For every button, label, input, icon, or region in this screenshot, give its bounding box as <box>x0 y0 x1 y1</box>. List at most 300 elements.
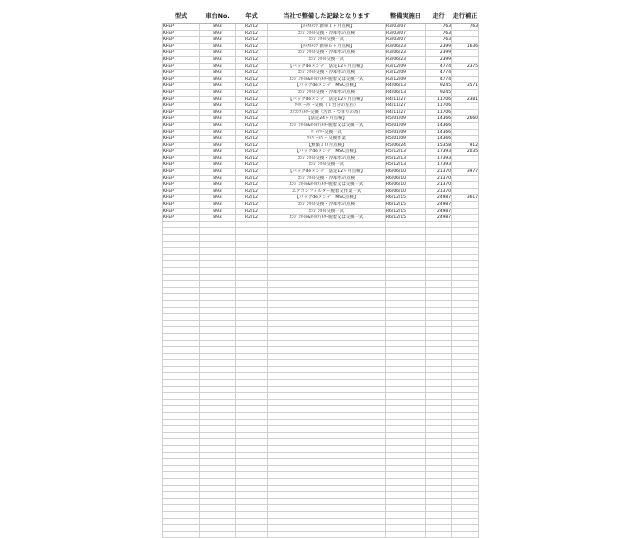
cell-model <box>163 413 200 420</box>
cell-mileage <box>426 505 452 512</box>
empty-row <box>163 419 479 426</box>
cell-chassis-no <box>200 261 236 268</box>
cell-mileage <box>426 300 452 307</box>
cell-year <box>236 426 268 433</box>
cell-mileage <box>426 459 452 466</box>
cell-mileage <box>426 452 452 459</box>
cell-description <box>268 518 386 525</box>
cell-year: R2/12 <box>236 202 268 209</box>
cell-model <box>163 347 200 354</box>
cell-mileage <box>426 347 452 354</box>
cell-year <box>236 294 268 301</box>
cell-mileage: 763 <box>426 37 452 44</box>
table-row <box>163 56 479 63</box>
table-row <box>163 182 479 189</box>
cell-mileage-delta <box>452 452 479 459</box>
cell-year: R2/12 <box>236 109 268 116</box>
cell-mileage-delta <box>452 215 479 222</box>
cell-service-date: R6/06/10 <box>386 182 426 189</box>
cell-chassis-no: 893 <box>200 149 236 156</box>
cell-chassis-no: 893 <box>200 50 236 57</box>
empty-row <box>163 406 479 413</box>
cell-model <box>163 511 200 518</box>
cell-mileage: 11706 <box>426 103 452 110</box>
cell-service-date <box>386 498 426 505</box>
cell-model: KFEP <box>163 103 200 110</box>
cell-description <box>268 380 386 387</box>
cell-service-date: R5/12/13 <box>386 155 426 162</box>
cell-service-date <box>386 340 426 347</box>
cell-year: R2/12 <box>236 122 268 129</box>
cell-description <box>268 267 386 274</box>
cell-year <box>236 465 268 472</box>
cell-service-date: R3/12/09 <box>386 63 426 70</box>
cell-chassis-no: 893 <box>200 129 236 136</box>
cell-description: ｴﾝｼﾞﾝｵｲﾙ交換一式 <box>268 208 386 215</box>
header-row <box>163 10 479 24</box>
cell-service-date <box>386 373 426 380</box>
cell-chassis-no <box>200 353 236 360</box>
table-row <box>163 43 479 50</box>
empty-row <box>163 300 479 307</box>
cell-description <box>268 327 386 334</box>
cell-year: R2/12 <box>236 76 268 83</box>
cell-mileage <box>426 248 452 255</box>
cell-mileage-delta <box>452 511 479 518</box>
cell-model <box>163 235 200 242</box>
cell-mileage-delta <box>452 406 479 413</box>
cell-mileage-delta <box>452 459 479 466</box>
cell-description <box>268 294 386 301</box>
cell-model: KFEP <box>163 24 200 31</box>
cell-model: KFEP <box>163 122 200 129</box>
cell-model <box>163 360 200 367</box>
cell-description <box>268 465 386 472</box>
cell-model: KFEP <box>163 56 200 63</box>
cell-year <box>236 340 268 347</box>
table-row <box>163 215 479 222</box>
cell-chassis-no <box>200 373 236 380</box>
cell-mileage: 21370 <box>426 182 452 189</box>
cell-mileage <box>426 360 452 367</box>
cell-service-date: R4/06/13 <box>386 83 426 90</box>
cell-mileage-delta: 3617 <box>452 195 479 202</box>
empty-row <box>163 380 479 387</box>
cell-year <box>236 432 268 439</box>
cell-description: ｴﾝｼﾞﾝｵｲﾙ交換・冷却水の点検 <box>268 89 386 96</box>
cell-chassis-no: 893 <box>200 76 236 83</box>
cell-description: ｴﾝｼﾞﾝｵｲﾙ交換・冷却水の点検 <box>268 70 386 77</box>
cell-mileage <box>426 531 452 538</box>
table-row <box>163 96 479 103</box>
cell-year <box>236 386 268 393</box>
cell-year <box>236 320 268 327</box>
cell-mileage-delta <box>452 366 479 373</box>
cell-chassis-no <box>200 307 236 314</box>
cell-mileage <box>426 274 452 281</box>
cell-chassis-no <box>200 228 236 235</box>
empty-row <box>163 465 479 472</box>
cell-mileage <box>426 525 452 532</box>
table-row <box>163 169 479 176</box>
cell-service-date <box>386 472 426 479</box>
empty-row <box>163 241 479 248</box>
cell-service-date <box>386 518 426 525</box>
cell-chassis-no: 893 <box>200 70 236 77</box>
cell-description: 【法定24ヶ月点検】 <box>268 116 386 123</box>
cell-description <box>268 419 386 426</box>
table-row <box>163 162 479 169</box>
cell-mileage: 9245 <box>426 83 452 90</box>
cell-mileage-delta <box>452 182 479 189</box>
empty-row <box>163 432 479 439</box>
cell-mileage-delta <box>452 360 479 367</box>
cell-service-date <box>386 505 426 512</box>
cell-mileage-delta <box>452 393 479 400</box>
cell-mileage-delta <box>452 432 479 439</box>
cell-mileage <box>426 511 452 518</box>
cell-service-date <box>386 360 426 367</box>
cell-mileage-delta: 2035 <box>452 149 479 156</box>
cell-service-date <box>386 267 426 274</box>
cell-model <box>163 373 200 380</box>
cell-model <box>163 327 200 334</box>
header-mileage: 走行 <box>426 10 452 24</box>
cell-mileage: 14366 <box>426 122 452 129</box>
cell-service-date <box>386 235 426 242</box>
cell-mileage-delta <box>452 531 479 538</box>
cell-model <box>163 386 200 393</box>
cell-chassis-no <box>200 393 236 400</box>
cell-description <box>268 452 386 459</box>
cell-mileage <box>426 426 452 433</box>
cell-mileage <box>426 281 452 288</box>
cell-mileage-delta <box>452 320 479 327</box>
cell-service-date <box>386 465 426 472</box>
cell-mileage-delta <box>452 505 479 512</box>
cell-mileage: 14366 <box>426 116 452 123</box>
cell-year <box>236 439 268 446</box>
cell-chassis-no <box>200 340 236 347</box>
table-row <box>163 188 479 195</box>
table-row <box>163 195 479 202</box>
table-row <box>163 24 479 31</box>
cell-service-date: R3/06/23 <box>386 56 426 63</box>
cell-year <box>236 221 268 228</box>
cell-service-date: R3/03/07 <box>386 30 426 37</box>
table-row <box>163 142 479 149</box>
cell-service-date <box>386 274 426 281</box>
empty-row <box>163 235 479 242</box>
cell-service-date <box>386 446 426 453</box>
cell-model: KFEP <box>163 208 200 215</box>
empty-row <box>163 366 479 373</box>
cell-description: ｴﾝｼﾞﾝｵｲﾙ交換一式 <box>268 37 386 44</box>
cell-mileage: 21370 <box>426 175 452 182</box>
cell-year <box>236 228 268 235</box>
empty-row <box>163 373 479 380</box>
cell-model <box>163 439 200 446</box>
cell-mileage: 17393 <box>426 162 452 169</box>
cell-description: ﾜｲﾊﾟｰﾗﾊﾞｰ交換（１台分の左右） <box>268 103 386 110</box>
cell-model: KFEP <box>163 43 200 50</box>
cell-mileage <box>426 366 452 373</box>
cell-description <box>268 492 386 499</box>
cell-service-date <box>386 333 426 340</box>
cell-chassis-no <box>200 274 236 281</box>
cell-mileage <box>426 432 452 439</box>
empty-row <box>163 478 479 485</box>
cell-model <box>163 314 200 321</box>
cell-mileage: 14366 <box>426 136 452 143</box>
cell-service-date: R5/12/13 <box>386 162 426 169</box>
cell-chassis-no <box>200 492 236 499</box>
cell-chassis-no: 893 <box>200 89 236 96</box>
cell-mileage-delta <box>452 248 479 255</box>
cell-service-date: R5/01/09 <box>386 116 426 123</box>
empty-row <box>163 439 479 446</box>
cell-service-date <box>386 294 426 301</box>
cell-year: R2/12 <box>236 129 268 136</box>
cell-mileage-delta <box>452 373 479 380</box>
cell-model: KFEP <box>163 142 200 149</box>
cell-model: KFEP <box>163 188 200 195</box>
cell-description <box>268 333 386 340</box>
cell-model <box>163 380 200 387</box>
cell-model <box>163 294 200 301</box>
cell-mileage <box>426 492 452 499</box>
cell-model <box>163 274 200 281</box>
cell-mileage <box>426 267 452 274</box>
cell-chassis-no: 893 <box>200 136 236 143</box>
cell-year: R2/12 <box>236 30 268 37</box>
cell-description <box>268 413 386 420</box>
cell-model <box>163 241 200 248</box>
cell-model <box>163 446 200 453</box>
cell-mileage-delta <box>452 465 479 472</box>
maintenance-record-sheet <box>162 10 479 538</box>
cell-year <box>236 393 268 400</box>
cell-model <box>163 498 200 505</box>
table-row <box>163 116 479 123</box>
cell-year <box>236 498 268 505</box>
cell-year <box>236 485 268 492</box>
empty-row <box>163 333 479 340</box>
cell-mileage: 15358 <box>426 142 452 149</box>
cell-year <box>236 353 268 360</box>
cell-mileage-delta <box>452 56 479 63</box>
cell-model <box>163 228 200 235</box>
cell-description: ｴﾝｼﾞﾝｵｲﾙ交換一式 <box>268 56 386 63</box>
table-row <box>163 175 479 182</box>
cell-mileage <box>426 340 452 347</box>
cell-service-date <box>386 307 426 314</box>
cell-model: KFEP <box>163 175 200 182</box>
empty-row <box>163 254 479 261</box>
cell-description: ｴﾝｼﾞﾝｵｲﾙ交換・冷却水の点検 <box>268 30 386 37</box>
cell-chassis-no <box>200 419 236 426</box>
cell-mileage-delta <box>452 76 479 83</box>
cell-description: ｴﾝｼﾞﾝｵｲﾙ交換・冷却水の点検 <box>268 50 386 57</box>
cell-mileage-delta <box>452 287 479 294</box>
cell-model <box>163 300 200 307</box>
cell-year: R2/12 <box>236 169 268 176</box>
cell-mileage: 21370 <box>426 188 452 195</box>
cell-year: R2/12 <box>236 43 268 50</box>
cell-year: R2/12 <box>236 63 268 70</box>
cell-description <box>268 472 386 479</box>
cell-model: KFEP <box>163 76 200 83</box>
cell-model <box>163 281 200 288</box>
cell-mileage <box>426 287 452 294</box>
cell-service-date: R3/03/07 <box>386 37 426 44</box>
cell-service-date <box>386 419 426 426</box>
empty-row <box>163 386 479 393</box>
empty-row <box>163 274 479 281</box>
cell-chassis-no: 893 <box>200 188 236 195</box>
cell-chassis-no <box>200 446 236 453</box>
cell-model <box>163 485 200 492</box>
table-row <box>163 122 479 129</box>
cell-mileage-delta <box>452 50 479 57</box>
table-row <box>163 89 479 96</box>
cell-chassis-no <box>200 386 236 393</box>
cell-mileage: 24987 <box>426 195 452 202</box>
cell-chassis-no <box>200 294 236 301</box>
cell-year <box>236 281 268 288</box>
cell-service-date: R5/01/09 <box>386 129 426 136</box>
empty-row <box>163 287 479 294</box>
cell-chassis-no <box>200 452 236 459</box>
cell-description: 【無償１０月点検】 <box>268 142 386 149</box>
cell-chassis-no: 893 <box>200 109 236 116</box>
cell-chassis-no <box>200 406 236 413</box>
cell-description: ｴﾝｼﾞﾝｵｲﾙ&ｵｲﾙﾌｨﾙﾀｰ脱着又は交換一式 <box>268 122 386 129</box>
cell-description: ｴｱｺﾝﾌｨﾙﾀｰ交換（汚れ・つまりの為） <box>268 109 386 116</box>
cell-chassis-no <box>200 248 236 255</box>
header-service-date: 整備実施日 <box>386 10 426 24</box>
cell-service-date: R3/03/07 <box>386 24 426 31</box>
empty-row <box>163 228 479 235</box>
cell-mileage-delta <box>452 347 479 354</box>
cell-mileage-delta <box>452 30 479 37</box>
cell-year <box>236 307 268 314</box>
empty-row <box>163 267 479 274</box>
cell-mileage: 14366 <box>426 129 452 136</box>
cell-year: R2/12 <box>236 208 268 215</box>
cell-model: KFEP <box>163 63 200 70</box>
cell-service-date: R4/06/13 <box>386 89 426 96</box>
cell-year <box>236 525 268 532</box>
cell-description <box>268 235 386 242</box>
cell-chassis-no: 893 <box>200 37 236 44</box>
cell-chassis-no <box>200 525 236 532</box>
cell-mileage: 9245 <box>426 89 452 96</box>
cell-model: KFEP <box>163 182 200 189</box>
cell-mileage-delta <box>452 426 479 433</box>
empty-row <box>163 426 479 433</box>
cell-chassis-no: 893 <box>200 96 236 103</box>
cell-year <box>236 518 268 525</box>
cell-chassis-no <box>200 300 236 307</box>
table-row <box>163 83 479 90</box>
cell-service-date: R4/11/27 <box>386 109 426 116</box>
table-row <box>163 37 479 44</box>
cell-model: KFEP <box>163 96 200 103</box>
table-row <box>163 76 479 83</box>
cell-mileage-delta <box>452 228 479 235</box>
cell-mileage-delta <box>452 485 479 492</box>
cell-service-date: R6/06/10 <box>386 175 426 182</box>
sheet-body <box>163 24 479 538</box>
cell-year: R2/12 <box>236 116 268 123</box>
cell-service-date <box>386 314 426 321</box>
empty-row <box>163 261 479 268</box>
empty-row <box>163 492 479 499</box>
cell-mileage-delta <box>452 162 479 169</box>
cell-mileage-delta <box>452 155 479 162</box>
cell-mileage: 763 <box>426 30 452 37</box>
cell-service-date <box>386 452 426 459</box>
cell-mileage: 11706 <box>426 109 452 116</box>
cell-year <box>236 274 268 281</box>
cell-chassis-no <box>200 320 236 327</box>
cell-description: エアコンフィルター脱着又作業一式 <box>268 188 386 195</box>
table-row <box>163 50 479 57</box>
cell-year <box>236 360 268 367</box>
cell-service-date: R6/12/15 <box>386 215 426 222</box>
empty-row <box>163 472 479 479</box>
cell-description <box>268 261 386 268</box>
empty-row <box>163 347 479 354</box>
cell-model <box>163 406 200 413</box>
cell-description <box>268 505 386 512</box>
cell-mileage-delta <box>452 136 479 143</box>
cell-mileage-delta <box>452 274 479 281</box>
cell-year: R2/12 <box>236 50 268 57</box>
cell-description <box>268 353 386 360</box>
cell-mileage-delta <box>452 340 479 347</box>
cell-mileage <box>426 472 452 479</box>
cell-year: R2/12 <box>236 149 268 156</box>
cell-description: ﾊﾞｯﾃﾘｰ交換一式 <box>268 129 386 136</box>
cell-description <box>268 248 386 255</box>
cell-mileage-delta <box>452 37 479 44</box>
cell-mileage <box>426 478 452 485</box>
cell-service-date <box>386 254 426 261</box>
header-mileage-delta: 走行補正 <box>452 10 479 24</box>
cell-service-date: R3/06/23 <box>386 50 426 57</box>
cell-service-date <box>386 347 426 354</box>
cell-chassis-no <box>200 465 236 472</box>
cell-year: R2/12 <box>236 89 268 96</box>
cell-mileage-delta <box>452 188 479 195</box>
cell-mileage-delta <box>452 472 479 479</box>
cell-mileage <box>426 406 452 413</box>
cell-chassis-no <box>200 505 236 512</box>
cell-chassis-no: 893 <box>200 195 236 202</box>
cell-description <box>268 320 386 327</box>
empty-row <box>163 459 479 466</box>
cell-year <box>236 327 268 334</box>
cell-service-date: R5/01/09 <box>386 122 426 129</box>
cell-mileage-delta <box>452 281 479 288</box>
cell-mileage <box>426 294 452 301</box>
cell-mileage-delta <box>452 413 479 420</box>
cell-description <box>268 300 386 307</box>
cell-service-date: R3/06/23 <box>386 43 426 50</box>
cell-service-date <box>386 327 426 334</box>
